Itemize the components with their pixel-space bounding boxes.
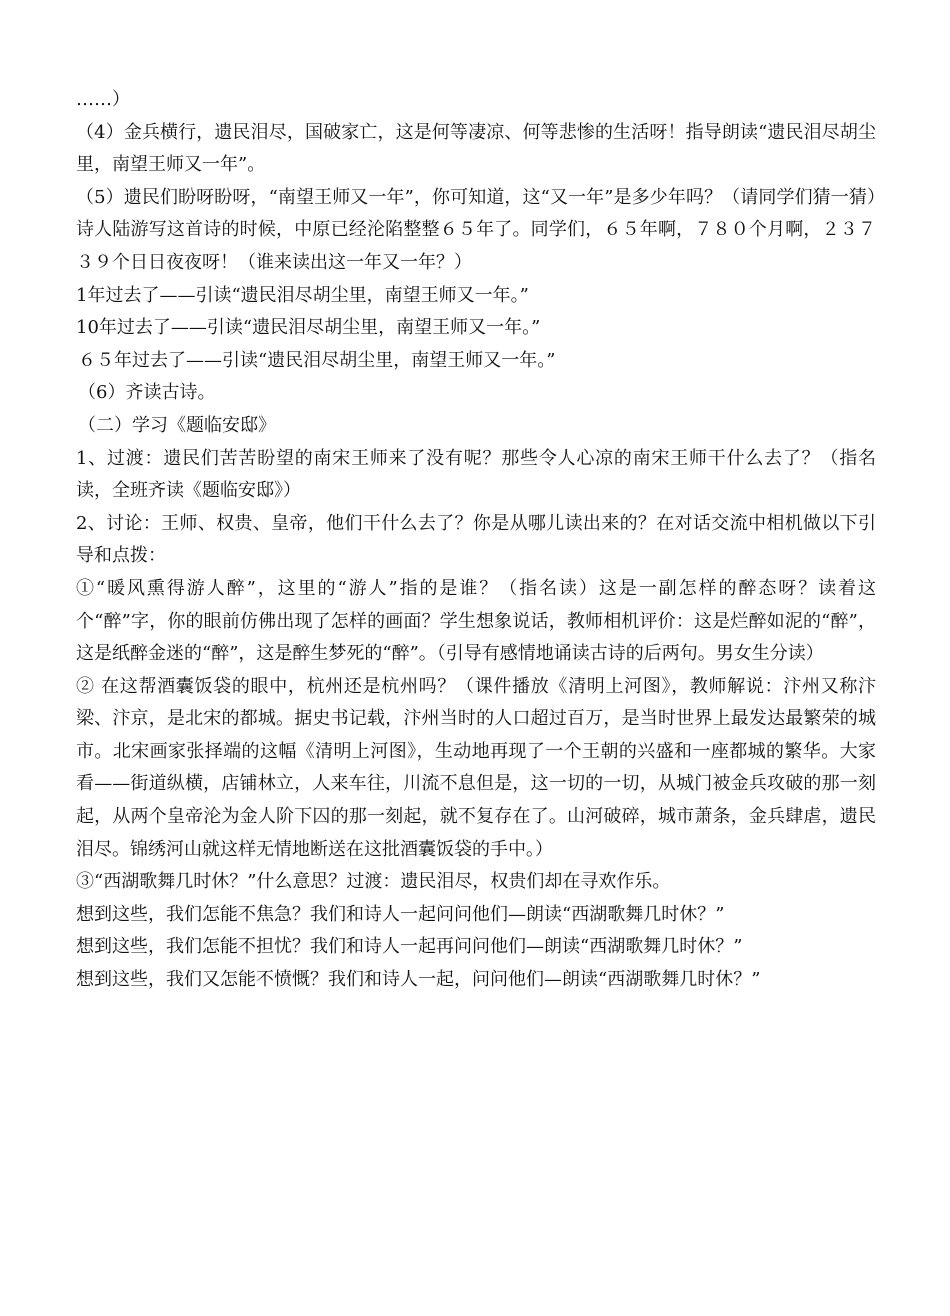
section-heading-2: （二）学习《题临安邸》: [78, 414, 276, 436]
paragraph-point-3: ③“西湖歌舞几时休？”什么意思？过渡：遗民泪尽，权贵们却在寻欢作乐。: [76, 871, 671, 893]
paragraph-step-4: （4）金兵横行，遗民泪尽，国破家亡，这是何等凄凉、何等悲惨的生活呀！指导朗读“遗民泪尽胡尘里，南望王师又一年”。: [76, 121, 876, 176]
paragraph-question-2: 想到这些，我们怎能不担忧？我们和诗人一起再问问他们—朗读“西湖歌舞几时休？”: [76, 936, 743, 958]
paragraph-guided-read-1: 1年过去了——引读“遗民泪尽胡尘里，南望王师又一年。”: [76, 284, 529, 306]
document-page: [76, 84, 876, 997]
paragraph-question-3: 想到这些，我们又怎能不愤慨？我们和诗人一起，问问他们—朗读“西湖歌舞几时休？”: [76, 969, 761, 991]
paragraph-step-6: （6）齐读古诗。: [78, 382, 216, 404]
paragraph-transition: 1、过渡：遗民们苦苦盼望的南宋王师来了没有呢？那些令人心凉的南宋王师干什么去了？（指名读，全班齐读《题临安邸》）: [76, 447, 876, 502]
paragraph-discussion: 2、讨论：王师、权贵、皇帝，他们干什么去了？你是从哪儿读出来的？在对话交流中相机做以下引导和点拨：: [76, 512, 876, 567]
paragraph-ellipsis: ……）: [76, 89, 130, 110]
paragraph-point-1: ①“暖风熏得游人醉”，这里的“游人”指的是谁？（指名读）这是一副怎样的醉态呀？读着这个“醉”字，你的眼前仿佛出现了怎样的画面？学生想象说话，教师相机评价：这是烂醉如泥的“醉”，这是纸醉金迷的“醉”，这是醉生梦死的“醉”。（引导有感情地诵读古诗的后两句。男女生分读）: [76, 577, 876, 665]
paragraph-point-2: ② 在这帮酒囊饭袋的眼中，杭州还是杭州吗？（课件播放《清明上河图》，教师解说：汴州又称汴梁、汴京，是北宋的都城。据史书记载，汴州当时的人口超过百万，是当时世界上最发达最繁荣的城市。北宋画家张择端的这幅《清明上河图》，生动地再现了一个王朝的兴盛和一座都城的繁华。大家看——街道纵横，店铺林立，人来车往，川流不息但是，这一切的一切，从城门被金兵攻破的那一刻起，从两个皇帝沦为金人阶下囚的那一刻起，就不复存在了。山河破碎，城市萧条，金兵肆虐，遗民泪尽。锦绣河山就这样无情地断送在这批酒囊饭袋的手中。）: [76, 675, 876, 860]
paragraph-guided-read-65: ６５年过去了——引读“遗民泪尽胡尘里，南望王师又一年。”: [78, 349, 556, 371]
paragraph-question-1: 想到这些，我们怎能不焦急？我们和诗人一起问问他们—朗读“西湖歌舞几时休？”: [76, 903, 725, 925]
paragraph-step-5: （5）遗民们盼呀盼呀，“南望王师又一年”，你可知道，这“又一年”是多少年吗？（请同学们猜一猜）诗人陆游写这首诗的时候，中原已经沦陷整整６５年了。同学们，６５年啊，７８０个月啊，２３７３９个日日夜夜呀！（谁来读出这一年又一年？）: [76, 186, 876, 273]
paragraph-guided-read-10: 10年过去了——引读“遗民泪尽胡尘里，南望王师又一年。”: [76, 317, 541, 339]
